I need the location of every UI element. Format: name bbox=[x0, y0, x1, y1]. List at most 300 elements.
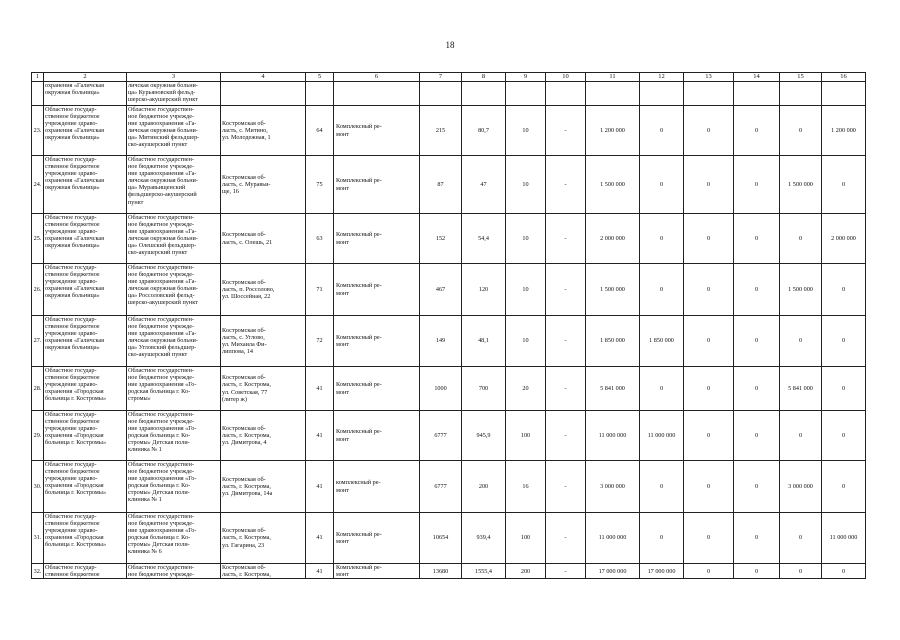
column-number: 4 bbox=[221, 73, 306, 82]
work-type-cell-line: Комплексный ре- bbox=[336, 381, 382, 389]
address-cell-line: ул. Димитрова, 4 bbox=[222, 439, 267, 447]
address-cell-line: ласть, г. Кострома, bbox=[222, 381, 271, 389]
amount-cell-c9 bbox=[506, 82, 546, 106]
amount-cell-c16: 0 bbox=[822, 367, 866, 411]
amount-cell-c10: - bbox=[546, 461, 586, 513]
amount-cell-c13: 0 bbox=[684, 106, 734, 156]
facility-cell-line: ние здравоохранения «Го- bbox=[128, 425, 197, 433]
amount-cell-c16: 1 200 000 bbox=[822, 106, 866, 156]
facility-cell-line: Областное государствен- bbox=[128, 156, 194, 163]
amount-cell-c9: 10 bbox=[506, 156, 546, 214]
organization-cell-line: больница г. Костромы» bbox=[45, 489, 107, 497]
address-cell-line: (литер ж) bbox=[222, 395, 247, 403]
row-number: 23. bbox=[32, 106, 44, 156]
address-cell bbox=[221, 106, 306, 156]
work-type-cell-line: монт bbox=[336, 435, 350, 443]
amount-cell-c8: 1555,4 bbox=[462, 564, 506, 579]
organization-cell-line: ственное бюджетное bbox=[45, 163, 100, 171]
organization-cell-line: охранения «Галичская bbox=[45, 177, 105, 185]
work-type-cell-line: Комплексный ре- bbox=[336, 282, 382, 290]
amount-cell-c11: 11 000 000 bbox=[586, 513, 640, 564]
amount-cell-c14: 0 bbox=[734, 564, 780, 579]
facility-cell-line: стромы» Детская поли- bbox=[128, 541, 190, 549]
organization-cell-line: охранения «Галичская bbox=[45, 127, 105, 135]
col-5-cell: 63 bbox=[306, 214, 334, 264]
work-type-cell-line: монт bbox=[336, 538, 350, 545]
facility-cell-line: ца» Курьяновский фельд- bbox=[128, 89, 196, 97]
facility-cell-line: клиника № 1 bbox=[128, 496, 162, 504]
amount-cell-c8: 939,4 bbox=[462, 513, 506, 564]
amount-cell-c12: 0 bbox=[640, 367, 684, 411]
work-type-cell-line: монт bbox=[336, 486, 350, 494]
facility-cell-line: личская окружная больни- bbox=[128, 235, 198, 243]
amount-cell-c9: 10 bbox=[506, 106, 546, 156]
facility-cell-line: Областное государствен- bbox=[128, 106, 194, 113]
facility-cell-line: ца» Муравьищенский bbox=[128, 184, 186, 192]
organization-cell-line: окружная больница» bbox=[45, 89, 100, 97]
row-number: 27. bbox=[32, 316, 44, 367]
row-number bbox=[32, 82, 44, 106]
facility-cell-line: ное бюджетное учрежде- bbox=[128, 271, 195, 279]
amount-cell-c13: 0 bbox=[684, 411, 734, 461]
facility-cell bbox=[127, 264, 221, 316]
amount-cell-c15 bbox=[780, 82, 822, 106]
address-cell-line: Костромская об- bbox=[222, 424, 266, 432]
organization-cell bbox=[44, 214, 127, 264]
work-type-cell bbox=[334, 106, 420, 156]
address-cell-line: Костромская об- bbox=[222, 326, 266, 334]
facility-cell-line: Областное государствен- bbox=[128, 564, 194, 571]
col-5-cell bbox=[306, 82, 334, 106]
amount-cell-c9: 200 bbox=[506, 564, 546, 579]
amount-cell-c7: 1000 bbox=[420, 367, 462, 411]
table-row bbox=[32, 513, 866, 564]
organization-cell-line: ственное бюджетное bbox=[45, 323, 100, 331]
column-number: 6 bbox=[334, 73, 420, 82]
amount-cell-c7: 13680 bbox=[420, 564, 462, 579]
organization-cell bbox=[44, 513, 127, 564]
amount-cell-c7: 215 bbox=[420, 106, 462, 156]
amount-cell-c15: 0 bbox=[780, 564, 822, 579]
col-5-cell: 71 bbox=[306, 264, 334, 316]
amount-cell-c11: 1 500 000 bbox=[586, 264, 640, 316]
address-cell-line: Костромская об- bbox=[222, 231, 266, 239]
organization-cell-line: Областное государ- bbox=[45, 214, 97, 221]
amount-cell-c15: 0 bbox=[780, 411, 822, 461]
facility-cell-line: ние здравоохранения «Га- bbox=[128, 228, 197, 236]
table-row bbox=[32, 214, 866, 264]
amount-cell-c14: 0 bbox=[734, 214, 780, 264]
amount-cell-c16: 0 bbox=[822, 264, 866, 316]
organization-cell-line: ственное бюджетное bbox=[45, 571, 100, 579]
work-type-cell-line: монт bbox=[336, 341, 350, 348]
address-cell bbox=[221, 564, 306, 579]
facility-cell-line: клиника № 1 bbox=[128, 446, 162, 454]
facility-cell bbox=[127, 106, 221, 156]
organization-cell-line: учреждение здраво- bbox=[45, 475, 98, 483]
facility-cell-line: Областное государствен- bbox=[128, 367, 194, 374]
amount-cell-c14: 0 bbox=[734, 461, 780, 513]
work-type-cell bbox=[334, 513, 420, 564]
amount-cell-c7: 149 bbox=[420, 316, 462, 367]
facility-cell-line: ное бюджетное учрежде- bbox=[128, 468, 195, 476]
column-number: 8 bbox=[462, 73, 506, 82]
table-row bbox=[32, 316, 866, 367]
work-type-cell bbox=[334, 367, 420, 411]
amount-cell-c13: 0 bbox=[684, 316, 734, 367]
organization-cell bbox=[44, 82, 127, 106]
work-type-cell-line: Комплексный ре- bbox=[336, 564, 382, 571]
organization-cell-line: учреждение здраво- bbox=[45, 330, 98, 338]
organization-cell-line: ственное бюджетное bbox=[45, 221, 100, 229]
amount-cell-c15: 3 000 000 bbox=[780, 461, 822, 513]
facility-cell-line: стромы» Детская поли- bbox=[128, 439, 190, 447]
col-5-cell: 41 bbox=[306, 461, 334, 513]
organization-cell bbox=[44, 316, 127, 367]
amount-cell-c15: 1 500 000 bbox=[780, 156, 822, 214]
amount-cell-c11: 11 000 000 bbox=[586, 411, 640, 461]
column-number: 14 bbox=[734, 73, 780, 82]
work-type-cell bbox=[334, 264, 420, 316]
col-5-cell: 75 bbox=[306, 156, 334, 214]
amount-cell-c14: 0 bbox=[734, 264, 780, 316]
amount-cell-c13: 0 bbox=[684, 214, 734, 264]
organization-cell-line: больница г. Костромы» bbox=[45, 395, 107, 403]
facility-cell-line: Областное государствен- bbox=[128, 513, 194, 520]
work-type-cell-line: монт bbox=[336, 289, 350, 297]
table-row bbox=[32, 461, 866, 513]
amount-cell-c10: - bbox=[546, 106, 586, 156]
amount-cell-c10: - bbox=[546, 156, 586, 214]
facility-cell-line: родская больница г. Ко- bbox=[128, 388, 191, 396]
facility-cell-line: личская окружная больни- bbox=[128, 82, 198, 89]
budget-table-wrapper bbox=[31, 72, 865, 579]
address-cell-line: ласть, с. Углово, bbox=[222, 333, 265, 341]
amount-cell-c16: 0 bbox=[822, 316, 866, 367]
address-cell-line: ще, 16 bbox=[222, 188, 239, 196]
work-type-cell-line: монт bbox=[336, 184, 350, 192]
amount-cell-c9: 10 bbox=[506, 214, 546, 264]
facility-cell-line: фельдшерско-акушерский bbox=[128, 191, 197, 199]
work-type-cell-line: монт bbox=[336, 238, 350, 246]
work-type-cell-line: Комплексный ре- bbox=[336, 231, 382, 239]
address-cell-line: ласть, с. Олешь, 21 bbox=[222, 238, 273, 246]
facility-cell-line: ное бюджетное учрежде- bbox=[128, 113, 195, 121]
amount-cell-c7: 10654 bbox=[420, 513, 462, 564]
work-type-cell-line: Комплексный ре- bbox=[336, 123, 382, 131]
address-cell-line: ул. Михаила Фи- bbox=[222, 341, 267, 348]
organization-cell-line: окружная больница» bbox=[45, 344, 100, 352]
facility-cell-line: личская окружная больни- bbox=[128, 177, 198, 185]
facility-cell bbox=[127, 82, 221, 106]
facility-cell-line: шерско-акушерский пункт bbox=[128, 299, 198, 307]
amount-cell-c10: - bbox=[546, 411, 586, 461]
amount-cell-c16: 0 bbox=[822, 156, 866, 214]
column-number: 13 bbox=[684, 73, 734, 82]
organization-cell-line: охранения «Галичская bbox=[45, 337, 105, 345]
address-cell bbox=[221, 513, 306, 564]
table-row bbox=[32, 411, 866, 461]
table-row bbox=[32, 106, 866, 156]
facility-cell-line: ние здравоохранения «Га- bbox=[128, 170, 197, 178]
facility-cell-line: ние здравоохранения «Го- bbox=[128, 475, 197, 483]
work-type-cell bbox=[334, 411, 420, 461]
address-cell-line: ул. Советская, 77 bbox=[222, 388, 268, 396]
column-number: 16 bbox=[822, 73, 866, 82]
amount-cell-c15: 0 bbox=[780, 214, 822, 264]
organization-cell-line: Областное государ- bbox=[45, 461, 97, 468]
amount-cell-c8: 80,7 bbox=[462, 106, 506, 156]
row-number: 26. bbox=[32, 264, 44, 316]
row-number: 29. bbox=[32, 411, 44, 461]
facility-cell bbox=[127, 316, 221, 367]
amount-cell-c10: - bbox=[546, 564, 586, 579]
facility-cell-line: стромы» bbox=[128, 395, 151, 403]
amount-cell-c8: 700 bbox=[462, 367, 506, 411]
row-number: 32. bbox=[32, 564, 44, 579]
address-cell-line: Костромская об- bbox=[222, 475, 266, 483]
facility-cell-line: личская окружная больни- bbox=[128, 337, 198, 345]
organization-cell-line: охранения «Городская bbox=[45, 482, 104, 490]
row-number: 30. bbox=[32, 461, 44, 513]
column-number: 2 bbox=[44, 73, 127, 82]
amount-cell-c11: 2 000 000 bbox=[586, 214, 640, 264]
amount-cell-c8: 54,4 bbox=[462, 214, 506, 264]
address-cell-line: Костромская об- bbox=[222, 119, 266, 127]
work-type-cell bbox=[334, 564, 420, 579]
work-type-cell bbox=[334, 82, 420, 106]
organization-cell-line: Областное государ- bbox=[45, 367, 97, 374]
page-number: 18 bbox=[445, 40, 455, 50]
amount-cell-c11: 1 200 000 bbox=[586, 106, 640, 156]
col-5-cell: 64 bbox=[306, 106, 334, 156]
table-row bbox=[32, 564, 866, 579]
amount-cell-c8: 120 bbox=[462, 264, 506, 316]
facility-cell-line: ное бюджетное учрежде- bbox=[128, 374, 195, 382]
address-cell bbox=[221, 367, 306, 411]
organization-cell-line: Областное государ- bbox=[45, 106, 97, 113]
budget-table bbox=[31, 72, 866, 579]
facility-cell-line: ное бюджетное учрежде- bbox=[128, 323, 195, 331]
work-type-cell bbox=[334, 156, 420, 214]
col-5-cell: 41 bbox=[306, 513, 334, 564]
facility-cell-line: ца» Угловский фельдшер- bbox=[128, 344, 197, 352]
organization-cell-line: Областное государ- bbox=[45, 316, 97, 323]
facility-cell-line: Областное государствен- bbox=[128, 461, 194, 468]
organization-cell-line: ственное бюджетное bbox=[45, 468, 100, 476]
organization-cell bbox=[44, 156, 127, 214]
facility-cell-line: ние здравоохранения «Го- bbox=[128, 381, 197, 389]
address-cell-line: ласть, с. Митино, bbox=[222, 126, 268, 134]
amount-cell-c12 bbox=[640, 82, 684, 106]
amount-cell-c13: 0 bbox=[684, 461, 734, 513]
organization-cell-line: Областное государ- bbox=[45, 513, 97, 520]
address-cell bbox=[221, 461, 306, 513]
amount-cell-c12: 17 000 000 bbox=[640, 564, 684, 579]
column-number: 15 bbox=[780, 73, 822, 82]
facility-cell-line: ние здравоохранения «Га- bbox=[128, 330, 197, 338]
amount-cell-c11: 17 000 000 bbox=[586, 564, 640, 579]
amount-cell-c16: 2 000 000 bbox=[822, 214, 866, 264]
col-5-cell: 41 bbox=[306, 367, 334, 411]
amount-cell-c10: - bbox=[546, 264, 586, 316]
address-cell-line: Костромская об- bbox=[222, 374, 266, 382]
facility-cell-line: стромы» Детская поли- bbox=[128, 489, 190, 497]
organization-cell-line: ственное бюджетное bbox=[45, 271, 100, 279]
facility-cell-line: ско-акушерский пункт bbox=[128, 249, 188, 257]
column-number: 10 bbox=[546, 73, 586, 82]
facility-cell-line: родская больница г. Ко- bbox=[128, 482, 191, 490]
amount-cell-c7: 6777 bbox=[420, 411, 462, 461]
col-5-cell: 41 bbox=[306, 564, 334, 579]
amount-cell-c16 bbox=[822, 82, 866, 106]
organization-cell bbox=[44, 461, 127, 513]
address-cell-line: Костромская об- bbox=[222, 173, 266, 181]
facility-cell-line: шерско-акушерский пункт bbox=[128, 96, 198, 104]
column-number: 11 bbox=[586, 73, 640, 82]
amount-cell-c14: 0 bbox=[734, 513, 780, 564]
facility-cell bbox=[127, 411, 221, 461]
amount-cell-c15: 0 bbox=[780, 106, 822, 156]
column-number: 7 bbox=[420, 73, 462, 82]
amount-cell-c7: 152 bbox=[420, 214, 462, 264]
facility-cell-line: личская окружная больни- bbox=[128, 285, 198, 293]
organization-cell-line: окружная больница» bbox=[45, 184, 100, 192]
organization-cell-line: учреждение здраво- bbox=[45, 120, 98, 128]
table-body bbox=[32, 73, 866, 579]
organization-cell-line: учреждение здраво- bbox=[45, 228, 98, 236]
amount-cell-c12: 0 bbox=[640, 156, 684, 214]
amount-cell-c13: 0 bbox=[684, 513, 734, 564]
address-cell bbox=[221, 264, 306, 316]
address-cell bbox=[221, 156, 306, 214]
amount-cell-c7 bbox=[420, 82, 462, 106]
table-row bbox=[32, 82, 866, 106]
amount-cell-c14: 0 bbox=[734, 156, 780, 214]
facility-cell-line: ное бюджетное учрежде- bbox=[128, 163, 195, 171]
organization-cell-line: ственное бюджетное bbox=[45, 374, 100, 382]
address-cell-line: ул. Гагарина, 23 bbox=[222, 541, 265, 549]
amount-cell-c10: - bbox=[546, 367, 586, 411]
facility-cell-line: пункт bbox=[128, 198, 144, 206]
address-cell-line: Костромская об- bbox=[222, 278, 266, 286]
amount-cell-c13 bbox=[684, 82, 734, 106]
amount-cell-c11: 5 841 000 bbox=[586, 367, 640, 411]
organization-cell-line: окружная больница» bbox=[45, 292, 100, 300]
organization-cell bbox=[44, 411, 127, 461]
address-cell-line: ласть, с. Муравьи- bbox=[222, 180, 271, 188]
address-cell bbox=[221, 316, 306, 367]
amount-cell-c12: 11 000 000 bbox=[640, 411, 684, 461]
address-cell-line: ул. Молодежная, 1 bbox=[222, 134, 271, 142]
amount-cell-c14: 0 bbox=[734, 106, 780, 156]
row-number: 31. bbox=[32, 513, 44, 564]
amount-cell-c9: 20 bbox=[506, 367, 546, 411]
column-number: 9 bbox=[506, 73, 546, 82]
amount-cell-c15: 5 841 000 bbox=[780, 367, 822, 411]
address-cell bbox=[221, 82, 306, 106]
amount-cell-c12: 0 bbox=[640, 461, 684, 513]
work-type-cell-line: комплексный ре- bbox=[336, 479, 381, 487]
organization-cell bbox=[44, 367, 127, 411]
organization-cell-line: учреждение здраво- bbox=[45, 527, 98, 535]
organization-cell-line: ственное бюджетное bbox=[45, 113, 100, 121]
organization-cell-line: учреждение здраво- bbox=[45, 278, 98, 286]
amount-cell-c12: 1 850 000 bbox=[640, 316, 684, 367]
amount-cell-c11: 1 850 000 bbox=[586, 316, 640, 367]
amount-cell-c9: 10 bbox=[506, 264, 546, 316]
amount-cell-c10: - bbox=[546, 316, 586, 367]
organization-cell-line: ственное бюджетное bbox=[45, 418, 100, 426]
facility-cell-line: ное бюджетное учрежде- bbox=[128, 520, 195, 528]
address-cell-line: ласть, г. Кострома, bbox=[222, 534, 271, 542]
address-cell-line: Костромская об- bbox=[222, 527, 266, 535]
amount-cell-c10 bbox=[546, 82, 586, 106]
column-number: 12 bbox=[640, 73, 684, 82]
amount-cell-c16: 0 bbox=[822, 461, 866, 513]
amount-cell-c14: 0 bbox=[734, 367, 780, 411]
column-number: 1 bbox=[32, 73, 44, 82]
table-row bbox=[32, 367, 866, 411]
organization-cell-line: Областное государ- bbox=[45, 411, 97, 418]
amount-cell-c12: 0 bbox=[640, 264, 684, 316]
col-5-cell: 41 bbox=[306, 411, 334, 461]
amount-cell-c8: 47 bbox=[462, 156, 506, 214]
address-cell-line: ул. Шоссейная, 22 bbox=[222, 293, 271, 301]
work-type-cell-line: монт bbox=[336, 388, 350, 396]
amount-cell-c14: 0 bbox=[734, 411, 780, 461]
amount-cell-c9: 100 bbox=[506, 513, 546, 564]
col-5-cell: 72 bbox=[306, 316, 334, 367]
row-number: 28. bbox=[32, 367, 44, 411]
amount-cell-c7: 87 bbox=[420, 156, 462, 214]
amount-cell-c11: 3 000 000 bbox=[586, 461, 640, 513]
amount-cell-c7: 467 bbox=[420, 264, 462, 316]
amount-cell-c8: 48,1 bbox=[462, 316, 506, 367]
address-cell-line: Костромская об- bbox=[222, 564, 266, 571]
amount-cell-c11 bbox=[586, 82, 640, 106]
organization-cell-line: окружная больница» bbox=[45, 134, 100, 142]
facility-cell-line: клиника № 6 bbox=[128, 548, 162, 556]
facility-cell-line: ние здравоохранения «Га- bbox=[128, 278, 197, 286]
organization-cell-line: ственное бюджетное bbox=[45, 520, 100, 528]
amount-cell-c7: 6777 bbox=[420, 461, 462, 513]
table-row bbox=[32, 156, 866, 214]
facility-cell-line: ное бюджетное учрежде- bbox=[128, 418, 195, 426]
column-number: 3 bbox=[127, 73, 221, 82]
row-number: 25. bbox=[32, 214, 44, 264]
amount-cell-c14 bbox=[734, 82, 780, 106]
amount-cell-c12: 0 bbox=[640, 106, 684, 156]
organization-cell bbox=[44, 564, 127, 579]
address-cell-line: ласть, г. Кострома, bbox=[222, 571, 271, 579]
organization-cell-line: охранения «Галичская bbox=[45, 235, 105, 243]
organization-cell-line: охранения «Городская bbox=[45, 534, 104, 542]
address-cell-line: липпова, 14 bbox=[222, 348, 253, 356]
amount-cell-c8: 200 bbox=[462, 461, 506, 513]
amount-cell-c11: 1 500 000 bbox=[586, 156, 640, 214]
organization-cell-line: учреждение здраво- bbox=[45, 425, 98, 433]
address-cell-line: ласть, г. Кострома, bbox=[222, 431, 271, 439]
facility-cell-line: ца» Олешский фельдшер- bbox=[128, 242, 197, 250]
amount-cell-c9: 10 bbox=[506, 316, 546, 367]
facility-cell-line: родская больница г. Ко- bbox=[128, 534, 191, 542]
amount-cell-c15: 1 500 000 bbox=[780, 264, 822, 316]
facility-cell-line: Областное государствен- bbox=[128, 411, 194, 418]
address-cell-line: ласть, п. Россолово, bbox=[222, 285, 275, 293]
address-cell-line: ул. Димитрова, 14а bbox=[222, 490, 273, 498]
facility-cell bbox=[127, 156, 221, 214]
